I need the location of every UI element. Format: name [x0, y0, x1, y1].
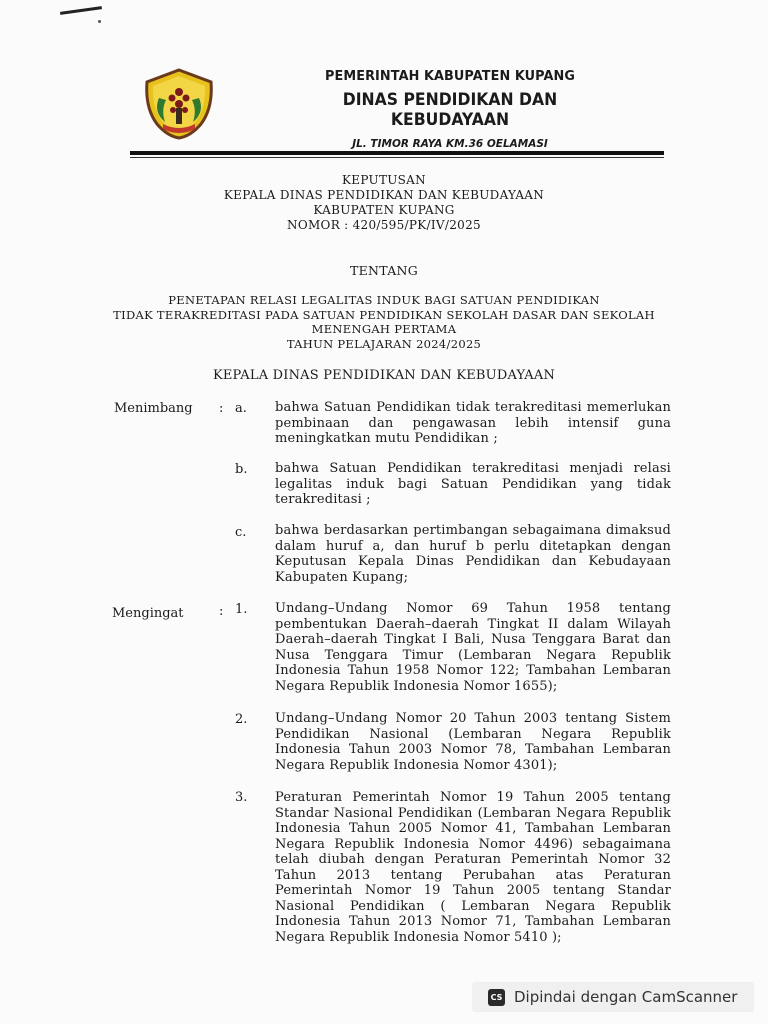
decree-header [0, 173, 768, 233]
item-marker: c. [235, 525, 247, 540]
item-marker: 1. [235, 602, 248, 617]
menimbang-item-c: bahwa berdasarkan pertimbangan sebagaimana dimaksud dalam huruf a, dan huruf b perlu ditetapkan dengan Keputusan Kepala Dinas Pendidikan dan Kebudayaan Kabupaten Kupang; [275, 523, 671, 585]
letterhead-agency: DINAS PENDIDIKAN DAN KEBUDAYAAN [342, 90, 558, 130]
letterhead-government: PEMERINTAH KABUPATEN KUPANG [325, 68, 575, 84]
camscanner-badge [472, 982, 754, 1012]
camscanner-icon: CS [488, 989, 505, 1006]
decree-about: TENTANG [349, 263, 419, 278]
letterhead-address: JL. TIMOR RAYA KM.36 OELAMASI [352, 138, 548, 150]
mengingat-item-3: Peraturan Pemerintah Nomor 19 Tahun 2005 tentang Standar Nasional Pendidikan (Lembaran Negara Republik Indonesia Tahun 2005 Nomor 41, Tambahan Lembaran Negara Republik Indonesia Nomor 4496) sebagaimana telah diubah dengan Peraturan Pemerintah Nomor 32 Tahun 2013 tentang Perubahan atas Peraturan Pemerintah Nomor 19 Tahun 2005 tentang Standar Nasional Pendidikan ( Lembaran Negara Republik Indonesia Tahun 2013 Nomor 71, Tambahan Lembaran Negara Republik Indonesia Nomor 5410 ); [275, 790, 671, 945]
letterhead-divider [130, 151, 664, 155]
item-marker: 3. [235, 790, 248, 805]
letterhead-divider-thin [130, 157, 664, 158]
menimbang-colon: : [219, 401, 224, 416]
menimbang-item-b: bahwa Satuan Pendidikan terakreditasi menjadi relasi legalitas induk bagi Satuan Pendidikan yang tidak terakreditasi ; [275, 461, 671, 507]
mengingat-label: Mengingat [112, 606, 184, 621]
decree-type: KEPUTUSAN [342, 173, 426, 187]
subject-line: PENETAPAN RELASI LEGALITAS INDUK BAGI SATUAN PENDIDIKAN [168, 293, 600, 307]
decree-region: KABUPATEN KUPANG [313, 203, 455, 217]
item-marker: 2. [235, 712, 248, 727]
decree-subject [0, 293, 768, 351]
subject-line: TIDAK TERAKREDITASI PADA SATUAN PENDIDIKAN SEKOLAH DASAR DAN SEKOLAH [113, 307, 655, 322]
decree-number: NOMOR : 420/595/PK/IV/2025 [287, 218, 481, 232]
decree-authority: KEPALA DINAS PENDIDIKAN DAN KEBUDAYAAN [212, 368, 556, 383]
mengingat-colon: : [219, 604, 224, 619]
mengingat-item-1: Undang–Undang Nomor 69 Tahun 1958 tentang pembentukan Daerah–daerah Tingkat II dalam Wilayah Daerah–daerah Tingkat I Bali, Nusa Tenggara Barat dan Nusa Tenggara Timur (Lembaran Negara Republik Indonesia Tahun 1958 Nomor 122; Tambahan Lembaran Negara Republik Indonesia Nomor 1655); [275, 601, 671, 694]
item-marker: b. [235, 462, 248, 477]
letterhead [280, 68, 620, 150]
scan-artifact-dot [98, 20, 101, 23]
item-marker: a. [235, 401, 247, 416]
menimbang-item-a: bahwa Satuan Pendidikan tidak terakreditasi memerlukan pembinaan dan pengawasan lebih intensif guna meningkatkan mutu Pendidikan ; [275, 400, 671, 446]
scan-artifact [60, 6, 102, 15]
mengingat-item-2: Undang–Undang Nomor 20 Tahun 2003 tentang Sistem Pendidikan Nasional (Lembaran Negara Republik Indonesia Tahun 2003 Nomor 78, Tambahan Lembaran Negara Republik Indonesia Nomor 4301); [275, 711, 671, 773]
decree-issuer: KEPALA DINAS PENDIDIKAN DAN KEBUDAYAAN [223, 188, 545, 202]
menimbang-label: Menimbang [114, 401, 193, 416]
regency-emblem-icon [139, 68, 219, 140]
subject-line: TAHUN PELAJARAN 2024/2025 [286, 336, 482, 351]
subject-line: MENENGAH PERTAMA [311, 322, 457, 336]
camscanner-label: Dipindai dengan CamScanner [514, 988, 738, 1006]
